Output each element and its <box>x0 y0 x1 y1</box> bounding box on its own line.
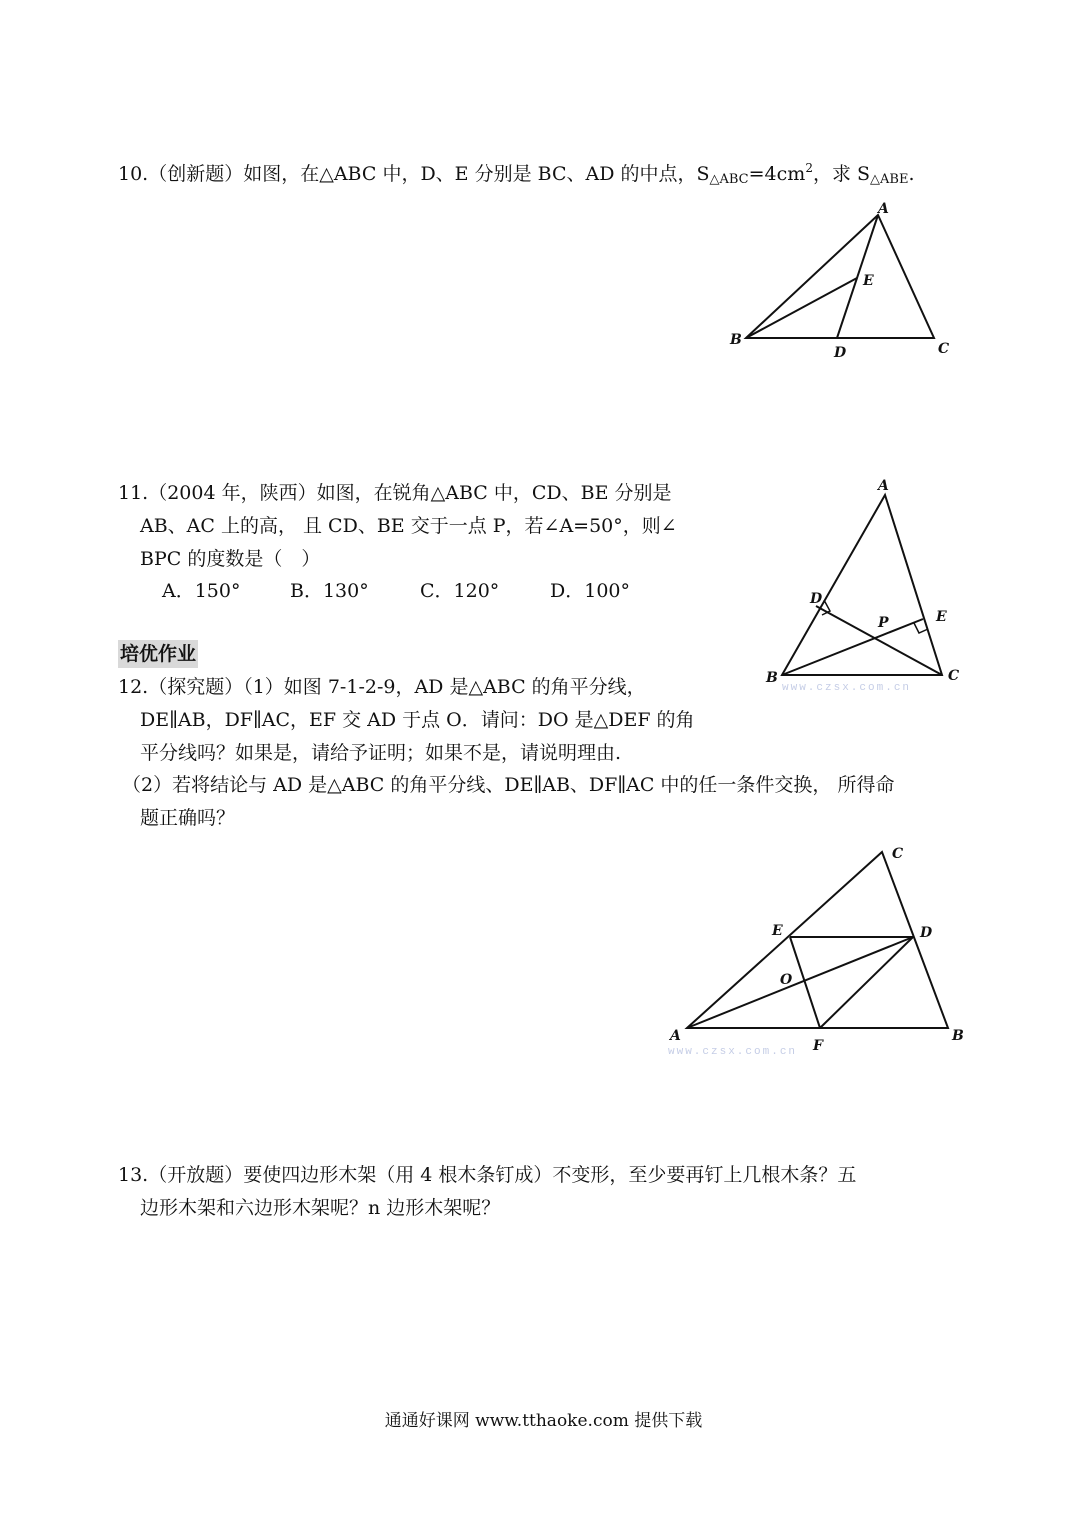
figure-q11-triangle <box>760 475 980 695</box>
watermark: www.czsx.com.cn <box>782 682 912 694</box>
label-a: A <box>878 201 889 217</box>
label-d: D <box>834 345 847 361</box>
question-10-text: 10.（创新题）如图，在△ABC 中，D、E 分别是 BC、AD 的中点，$S_{\triangle ABC}=4cm^2$，求 $S_{\triangle ABE}$. <box>118 161 915 187</box>
label-p: P <box>878 615 889 631</box>
question-11-line3: BPC 的度数是（ ） <box>140 548 321 570</box>
label-c: C <box>938 341 950 357</box>
segment-ef <box>790 937 820 1028</box>
label-c: C <box>892 846 904 862</box>
option-d[interactable]: D．100° <box>550 580 630 602</box>
triangle-abc <box>782 495 942 675</box>
altitude-be <box>782 619 923 675</box>
question-12-line1: 12.（探究题）（1）如图 7-1-2-9，AD 是△ABC 的角平分线， <box>118 676 646 698</box>
label-a: A <box>670 1028 681 1044</box>
label-e: E <box>863 273 874 289</box>
option-b[interactable]: B．130° <box>290 580 369 602</box>
question-12-line5: 题正确吗？ <box>140 807 236 829</box>
section-title: 培优作业 <box>118 640 198 668</box>
figure-q12-triangle <box>660 840 980 1065</box>
label-a: A <box>878 478 889 494</box>
label-d: D <box>810 591 823 607</box>
label-b: B <box>766 670 778 686</box>
question-13-line1: 13.（开放题）要使四边形木架（用 4 根木条钉成）不变形，至少要再钉上几根木条？五 <box>118 1164 857 1186</box>
footer-text: 通通好课网 www.tthaoke.com 提供下载 <box>384 1411 703 1431</box>
question-11-options <box>162 575 630 607</box>
figure-q10-triangle <box>720 195 980 370</box>
segment-df <box>820 937 913 1028</box>
label-e: E <box>936 609 947 625</box>
question-12-line2: DE∥AB，DF∥AC，EF 交 AD 于点 O．请问：DO 是△DEF 的角 <box>140 709 695 731</box>
option-c[interactable]: C．120° <box>420 580 500 602</box>
question-11-line1: 11.（2004 年，陕西）如图，在锐角△ABC 中，CD、BE 分别是 <box>118 482 672 504</box>
question-12-line3: 平分线吗？如果是，请给予证明；如果不是，请说明理由. <box>140 742 622 764</box>
question-12-line4: （2）若将结论与 AD 是△ABC 的角平分线、DE∥AB、DF∥AC 中的任一条件交换， 所得命 <box>122 774 895 796</box>
option-a[interactable]: A．150° <box>162 580 241 602</box>
label-c: C <box>948 668 960 684</box>
triangle-abc <box>746 215 934 338</box>
watermark: www.czsx.com.cn <box>668 1046 798 1058</box>
label-b: B <box>952 1028 964 1044</box>
question-13-line2: 边形木架和六边形木架呢？n 边形木架呢？ <box>140 1197 501 1219</box>
segment-ad <box>687 937 913 1028</box>
label-b: B <box>730 332 742 348</box>
label-f: F <box>813 1038 823 1054</box>
label-d: D <box>920 925 933 941</box>
label-e: E <box>772 923 783 939</box>
label-o: O <box>780 972 793 988</box>
question-11-line2: AB、AC 上的高， 且 CD、BE 交于一点 P，若∠A=50°，则∠ <box>140 515 677 537</box>
